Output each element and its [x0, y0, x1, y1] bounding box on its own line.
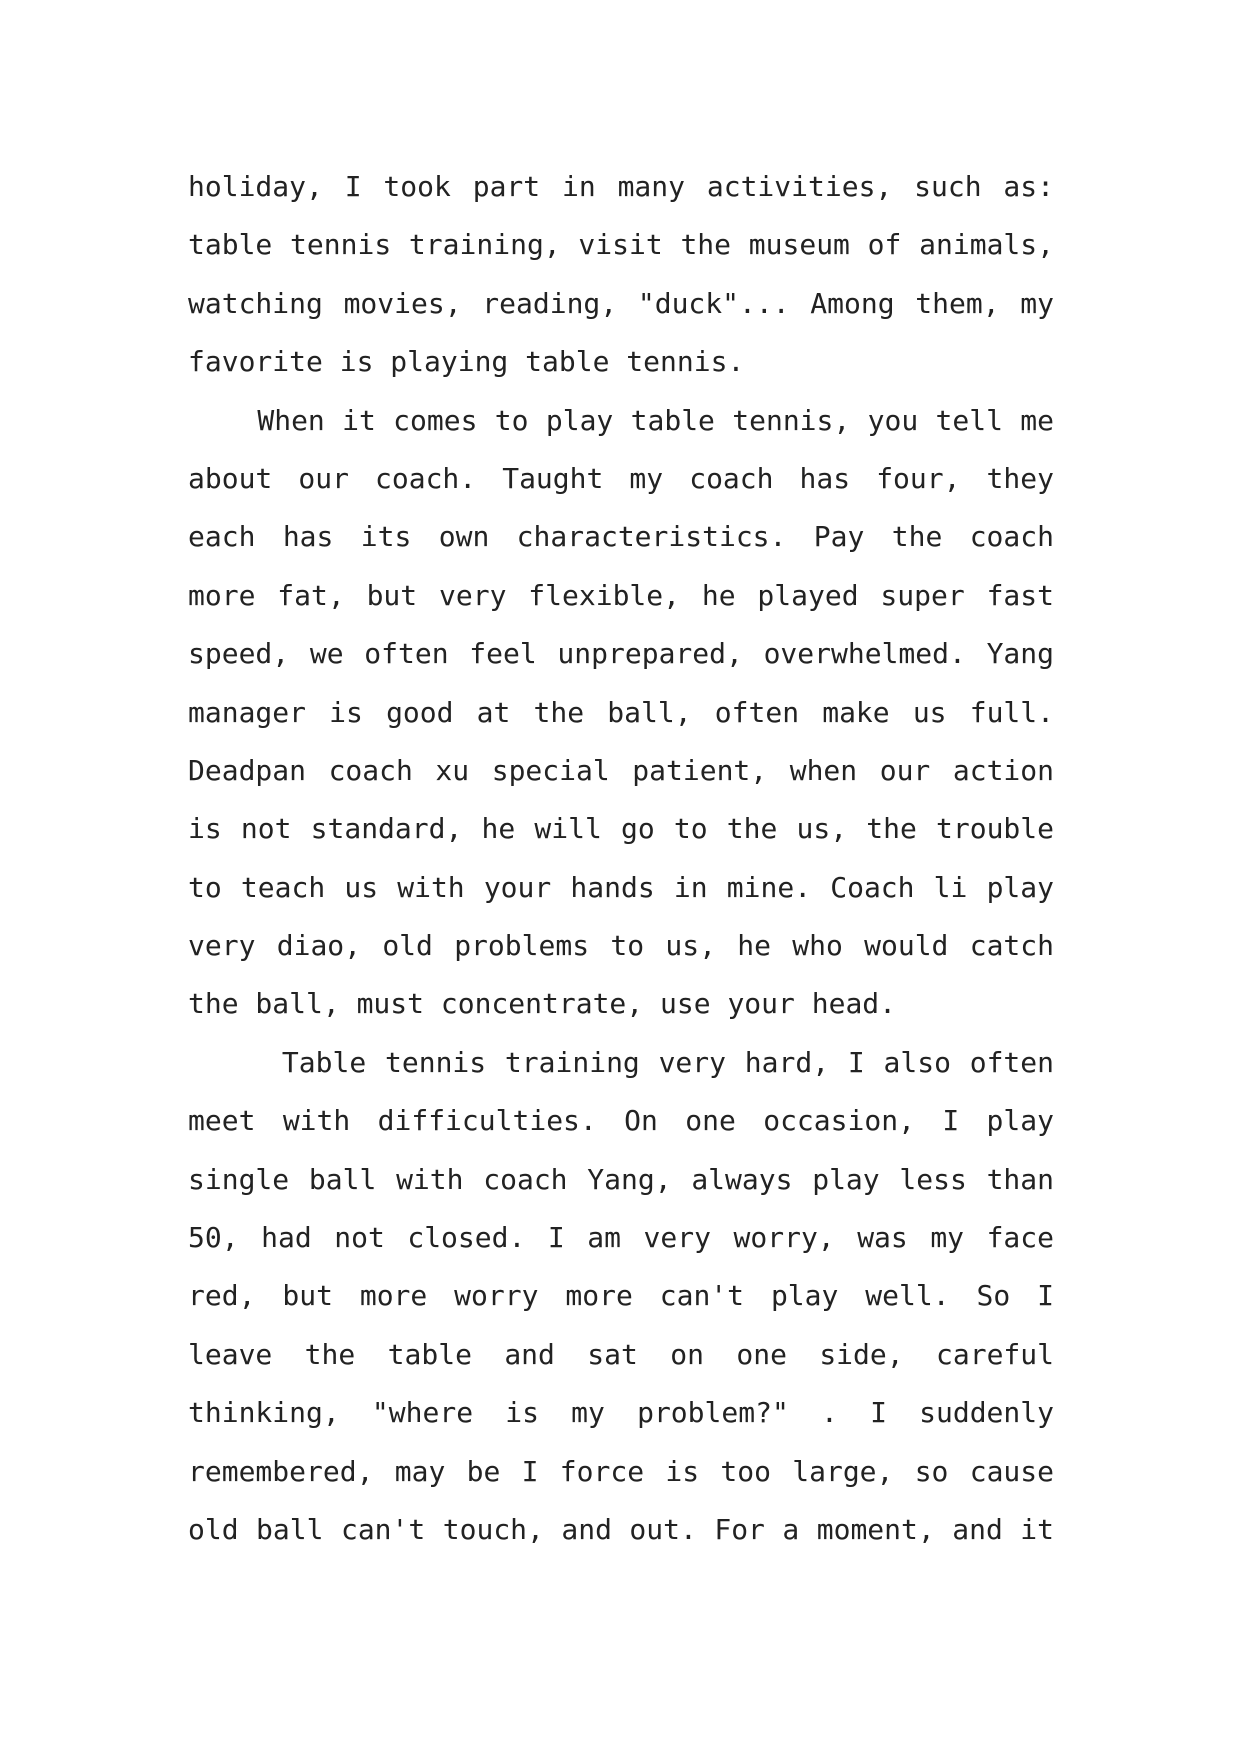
text-line: Deadpan coach xu special patient, when our action: [188, 753, 1054, 787]
paragraph-3: [188, 1034, 1054, 1560]
text-line: about our coach. Taught my coach has four, they: [188, 461, 1054, 495]
text-line: to teach us with your hands in mine. Coach li play: [188, 870, 1054, 904]
text-line: is not standard, he will go to the us, the trouble: [188, 812, 1054, 846]
text-line: meet with difficulties. On one occasion, I play: [188, 1104, 1054, 1138]
document-body: [188, 158, 1054, 1559]
text-line: watching movies, reading, "duck"... Among them, my: [188, 286, 1054, 320]
text-line: single ball with coach Yang, always play less than: [188, 1162, 1054, 1196]
paragraph-2: [188, 392, 1054, 1034]
text-line: manager is good at the ball, often make us full.: [188, 695, 1054, 729]
paragraph-1: [188, 158, 1054, 392]
text-line: red, but more worry more can't play well. So I: [188, 1279, 1054, 1313]
text-line: remembered, may be I force is too large, so cause: [188, 1454, 1054, 1488]
text-line: holiday, I took part in many activities, such as:: [188, 170, 1054, 203]
text-line: 50, had not closed. I am very worry, was my face: [188, 1221, 1054, 1255]
text-line: more fat, but very flexible, he played super fast: [188, 578, 1054, 612]
text-line: Table tennis training very hard, I also often: [188, 1045, 1054, 1079]
text-line: favorite is playing table tennis.: [188, 345, 745, 379]
text-line: very diao, old problems to us, he who would catch: [188, 929, 1054, 963]
text-line: leave the table and sat on one side, careful: [188, 1337, 1054, 1371]
text-line: each has its own characteristics. Pay the coach: [188, 520, 1054, 554]
text-line: old ball can't touch, and out. For a moment, and it: [188, 1512, 1054, 1546]
text-line: speed, we often feel unprepared, overwhelmed. Yang: [188, 637, 1054, 671]
text-line: When it comes to play table tennis, you tell me: [188, 403, 1054, 437]
text-line: the ball, must concentrate, use your head.: [188, 987, 897, 1021]
text-line: table tennis training, visit the museum of animals,: [188, 228, 1054, 262]
text-line: thinking, "where is my problem?" . I suddenly: [188, 1396, 1054, 1430]
